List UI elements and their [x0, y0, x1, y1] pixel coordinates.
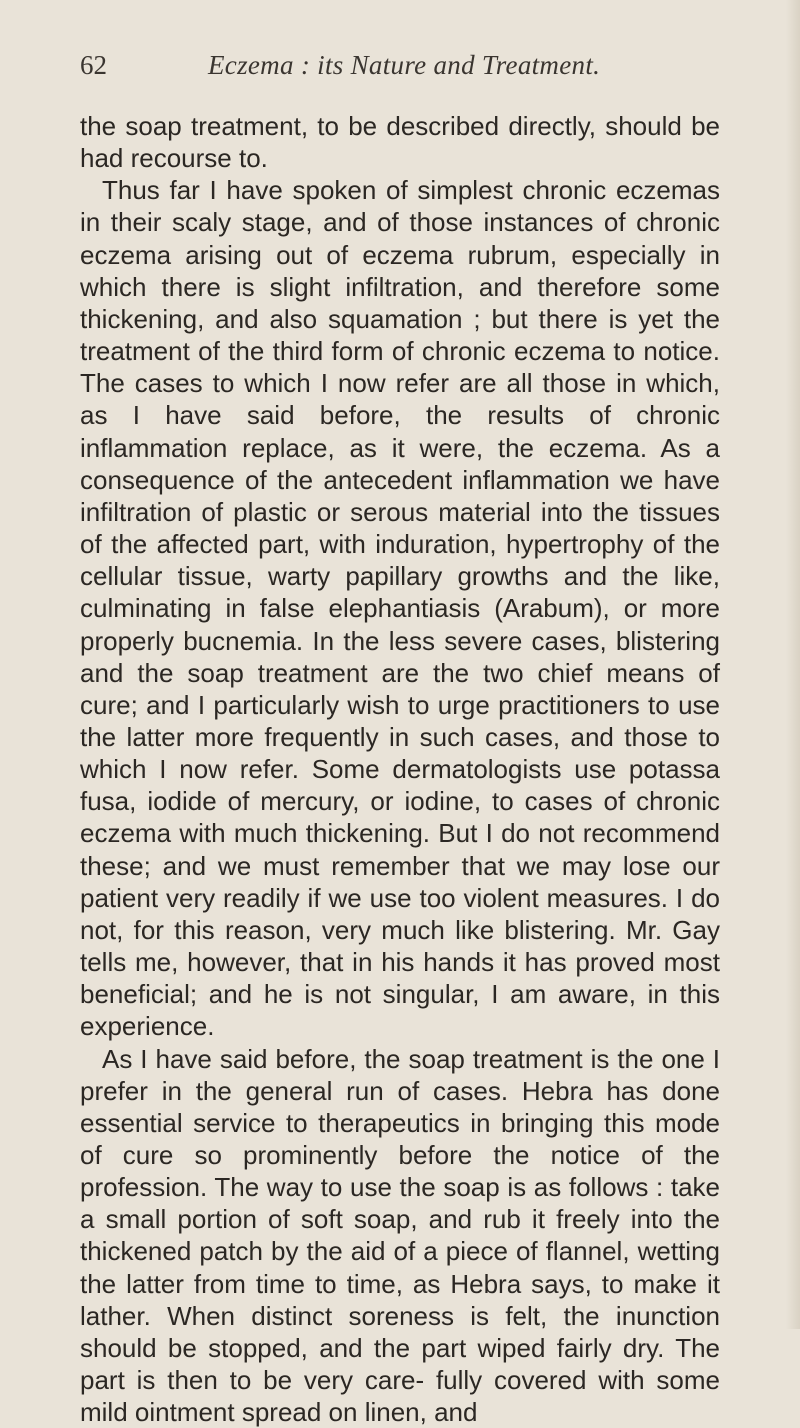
- page-edge: [786, 0, 800, 1329]
- running-title: Eczema : its Nature and Treatment.: [208, 50, 601, 80]
- paragraph-soap-treatment: As I have said before, the soap treatment is the one I prefer in the general run of cases. Hebra has done essential service to therapeutics in bringing this mode of cure so prominently before the notice of the profession. The way to use the soap is as follows : take a small portion of soft soap, and rub it freely into the thickened patch by the aid of a piece of flannel, wetting the latter from time to time, as Hebra says, to make it lather. When distinct soreness is felt, the inunction should be stopped, and the part wiped fairly dry. The part is then to be very care- fully covered with some mild ointment spread on linen, and: [80, 1043, 720, 1428]
- body-text: [80, 110, 720, 1428]
- paragraph-continuation: the soap treatment, to be described directly, should be had recourse to.: [80, 111, 720, 174]
- paragraph-chronic-eczema: Thus far I have spoken of simplest chronic eczemas in their scaly stage, and of those instances of chronic eczema arising out of eczema rubrum, especially in which there is slight infiltration, and therefore some thickening, and also squamation ; but there is yet the treatment of the third form of chronic eczema to notice. The cases to which I now refer are all those in which, as I have said before, the results of chronic inflammation replace, as it were, the eczema. As a consequence of the antecedent inflammation we have infiltration of plastic or serous material into the tissues of the affected part, with induration, hypertrophy of the cellular tissue, warty papillary growths and the like, culminating in false elephantiasis (Arabum), or more properly bucnemia. In the less severe cases, blistering and the soap treatment are the two chief means of cure; and I particularly wish to urge practitioners to use the latter more frequently in such cases, and those to which I now refer. Some dermatologists use potassa fusa, iodide of mercury, or iodine, to cases of chronic eczema with much thickening. But I do not recommend these; and we must remember that we may lose our patient very readily if we use too violent measures. I do not, for this reason, very much like blistering. Mr. Gay tells me, however, that in his hands it has proved most beneficial; and he is not singular, I am aware, in this experience.: [80, 175, 720, 1042]
- page-number: 62: [80, 50, 107, 80]
- running-head: [80, 50, 740, 90]
